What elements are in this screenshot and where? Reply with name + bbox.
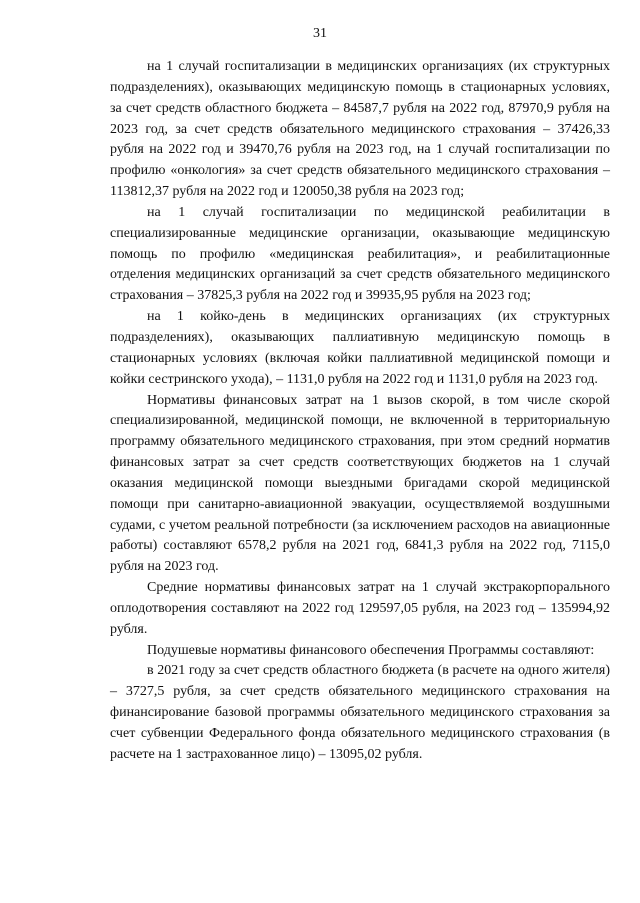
paragraph-per-capita-intro: Подушевые нормативы финансового обеспечения Программы составляют: xyxy=(147,642,595,658)
paragraph-hospitalization-cost: на 1 случай госпитализации в медицинских организациях (их структурных подразделениях), оказывающих медицинскую помощь в стационарных условиях, за счет средств областного бюджета – 84587,7 рубля на 2022 год, 87970,9 рубля на 2023 год, за счет средств обязательного медицинского страхования – 37426,33 рубля на 2022 год и 39470,76 рубля на 2023 год, на 1 случай госпитализации по профилю «онкология» за счет средств обязательного медицинского страхования – 113812,37 рубля на 2022 год и 120050,38 рубля на 2023 год; xyxy=(110,59,610,200)
page-number: 31 xyxy=(313,26,327,41)
document-body xyxy=(110,57,610,766)
paragraph-rehabilitation-cost: на 1 случай госпитализации по медицинской реабилитации в специализированные медицинские организации, оказывающие медицинскую помощь по профилю «медицинская реабилитация», и реабилитационные отделения медицинских организаций за счет средств обязательного медицинского страхования – 37825,3 рубля на 2022 год и 39935,95 рубля на 2023 год; xyxy=(110,204,610,304)
paragraph-emergency-call-cost: Нормативы финансовых затрат на 1 вызов скорой, в том числе скорой специализированной, медицинской помощи, не включенной в территориальную программу обязательного медицинского страхования, при этом средний норматив финансовых затрат за счет средств соответствующих бюджетов на 1 случай оказания медицинской помощи выездными бригадами скорой медицинской помощи при санитарно-авиационной эвакуации, осуществляемой воздушными судами, с учетом реальной потребности (за исключением расходов на авиационные работы) составляют 6578,2 рубля на 2021 год, 6841,3 рубля на 2022 год, 7115,0 рубля на 2023 год. xyxy=(110,392,610,575)
paragraph-palliative-bed-day-cost: на 1 койко-день в медицинских организациях (их структурных подразделениях), оказывающих паллиативную медицинскую помощь в стационарных условиях (включая койки паллиативной медицинской помощи и койки сестринского ухода), – 1131,0 рубля на 2022 год и 1131,0 рубля на 2023 год. xyxy=(110,309,610,387)
paragraph-per-capita-2021: в 2021 году за счет средств областного бюджета (в расчете на одного жителя) – 3727,5 рубля, за счет средств обязательного медицинского страхования на финансирование базовой программы обязательного медицинского страхования за счет субвенции Федерального фонда обязательного медицинского страхования (в расчете на 1 застрахованное лицо) – 13095,02 рубля. xyxy=(110,663,610,762)
paragraph-ivf-cost: Средние нормативы финансовых затрат на 1 случай экстракорпорального оплодотворения составляют на 2022 год 129597,05 рубля, на 2023 год – 135994,92 рубля. xyxy=(110,580,610,637)
